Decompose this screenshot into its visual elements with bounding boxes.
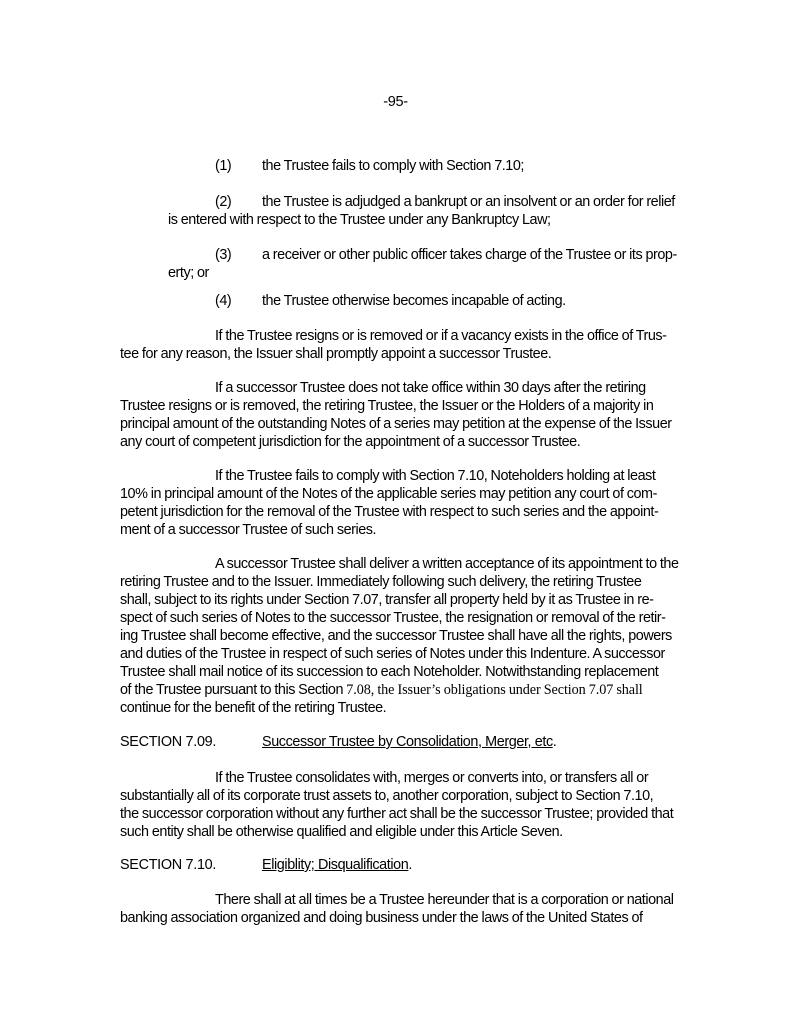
paragraph-line: petent jurisdiction for the removal of the Trustee with respect to such series and the appoint- (120, 504, 659, 520)
section-title-text: Successor Trustee by Consolidation, Merger, etc (262, 734, 553, 750)
paragraph-line: ing Trustee shall become effective, and the successor Trustee shall have all the rights, powers (120, 628, 672, 644)
paragraph-line: ment of a successor Trustee of such series. (120, 522, 377, 538)
paragraph-line: A successor Trustee shall deliver a written acceptance of its appointment to the (215, 556, 679, 572)
list-marker: (2) (215, 194, 232, 210)
paragraph-line-sans: of the Trustee pursuant to this Section (120, 682, 347, 698)
section-title-end: . (408, 857, 412, 873)
paragraph-line: If the Trustee resigns or is removed or if a vacancy exists in the office of Trus- (215, 328, 667, 344)
section-title (262, 734, 556, 750)
paragraph-line: continue for the benefit of the retiring Trustee. (120, 700, 387, 716)
page-number: -95- (383, 94, 408, 110)
paragraph-line (120, 681, 643, 700)
paragraph-line: There shall at all times be a Trustee hereunder that is a corporation or national (215, 892, 674, 908)
section-title-text: Eligiblity; Disqualification (262, 857, 409, 873)
paragraph-line: and duties of the Trustee in respect of such series of Notes under this Indenture. A successor (120, 646, 665, 662)
section-label: SECTION 7.09. (120, 734, 217, 750)
paragraph-line: shall, subject to its rights under Section 7.07, transfer all property held by it as Trustee in re- (120, 592, 654, 608)
section-title-end: . (552, 734, 557, 750)
list-item-text: the Trustee is adjudged a bankrupt or an insolvent or an order for relief (262, 194, 675, 210)
paragraph-line: If the Trustee consolidates with, merges or converts into, or transfers all or (215, 770, 649, 786)
section-title (262, 857, 412, 873)
paragraph-line: tee for any reason, the Issuer shall promptly appoint a successor Trustee. (120, 346, 552, 362)
list-marker: (1) (215, 158, 232, 174)
paragraph-line: the successor corporation without any further act shall be the successor Trustee; provided that (120, 806, 674, 822)
paragraph-line: banking association organized and doing business under the laws of the United States of (120, 910, 643, 926)
paragraph-line: spect of such series of Notes to the successor Trustee, the resignation or removal of the retir- (120, 610, 666, 626)
paragraph-line: retiring Trustee and to the Issuer. Immediately following such delivery, the retiring Trustee (120, 574, 642, 590)
section-label: SECTION 7.10. (120, 857, 217, 873)
paragraph-line: If the Trustee fails to comply with Section 7.10, Noteholders holding at least (215, 468, 656, 484)
paragraph-line: Trustee shall mail notice of its succession to each Noteholder. Notwithstanding replacement (120, 664, 659, 680)
list-item-text: erty; or (168, 265, 209, 281)
paragraph-line: Trustee resigns or is removed, the retiring Trustee, the Issuer or the Holders of a majority in (120, 398, 654, 414)
list-item-text: is entered with respect to the Trustee under any Bankruptcy Law; (168, 212, 551, 228)
paragraph-line: any court of competent jurisdiction for the appointment of a successor Trustee. (120, 434, 581, 450)
list-marker: (3) (215, 247, 232, 263)
list-item-text: a receiver or other public officer takes charge of the Trustee or its prop- (262, 247, 677, 263)
paragraph-line: substantially all of its corporate trust assets to, another corporation, subject to Section 7.10, (120, 788, 654, 804)
paragraph-line: 10% in principal amount of the Notes of the applicable series may petition any court of com- (120, 486, 657, 502)
list-item-text: the Trustee fails to comply with Section 7.10; (262, 158, 524, 174)
paragraph-line: If a successor Trustee does not take office within 30 days after the retiring (215, 380, 646, 396)
list-marker: (4) (215, 293, 232, 309)
list-item-text: the Trustee otherwise becomes incapable of acting. (262, 293, 566, 309)
paragraph-line-serif: 7.08, the Issuer’s obligations under Section 7.07 shall (346, 682, 643, 698)
paragraph-line: principal amount of the outstanding Notes of a series may petition at the expense of the Issuer (120, 416, 672, 432)
paragraph-line: such entity shall be otherwise qualified and eligible under this Article Seven. (120, 824, 563, 840)
